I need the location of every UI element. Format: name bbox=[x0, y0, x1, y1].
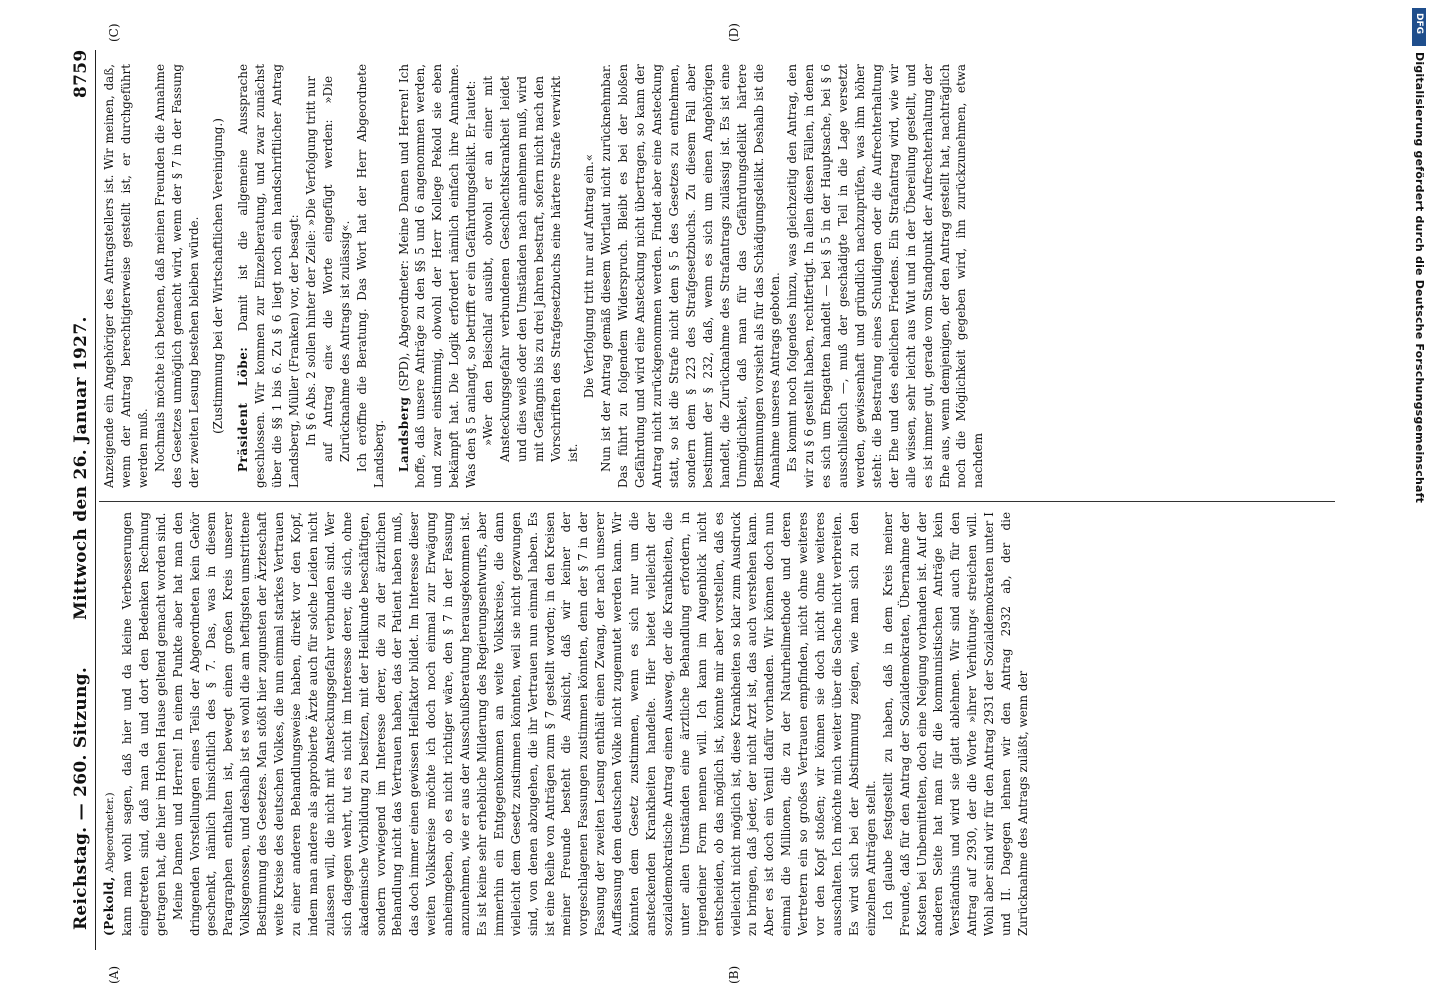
section5-quote-end: Die Verfolgung tritt nur auf Antrag ein.« bbox=[582, 153, 597, 399]
open-debate: Ich eröffne die Beratung. Das Wort hat der Herr Abgeordnete Landsberg. bbox=[354, 64, 386, 488]
left-paragraph-1: kann man wohl sagen, daß hier und da kleine Verbesserungen eingetreten sind, daß man da und dort den Bedenken Rechnung getragen hat, die hier im Hohen Hause geltend gemacht worden sind. bbox=[119, 512, 168, 936]
margin-mark-c: (C) bbox=[107, 23, 121, 42]
right-column bbox=[101, 64, 1337, 488]
header-session: Reichstag. — 260. Sitzung. bbox=[71, 666, 91, 930]
header-date: Mittwoch den 26. Januar 1927. bbox=[71, 316, 91, 620]
left-speaker-line bbox=[101, 512, 119, 936]
margin-mark-a: (A) bbox=[107, 965, 121, 984]
left-paragraph-3: Ich glaube festgestellt zu haben, daß in dem Kreis meiner Freunde, daß für den Antrag der Sozialdemokraten, Übernahme der Kosten bei Unbemittelten, doch eine Neigung vorhanden ist. Auf der anderen Seite hat man für die kommunistischen Anträge kein Verständnis und wird sie glatt ablehnen. Wir sind auch für den Antrag auf 2930, der die Worte »ihrer Verhütung« streichen will. Wohl aber sind wir für den Antrag 2931 der Sozialdemokraten unter I und II. Dagegen lehnen wir den Antrag 2932 ab, der die Zurücknahme des Antrags zuläßt, wenn der bbox=[880, 512, 1030, 936]
speaker-name: (Pekold, bbox=[102, 876, 116, 936]
landsberg-speech bbox=[396, 64, 481, 488]
funding-note: Digitalisierung gefördert durch die Deutsche Forschungsgemeinschaft bbox=[1413, 52, 1426, 504]
right-paragraph-1: Anzeigende ein Angehöriger des Antragstellers ist. Wir meinen, daß, wenn der Antrag berechtigterweise gestellt ist, er durchgeführt werden muß. bbox=[102, 64, 150, 488]
president-name: Präsident Löbe: bbox=[236, 346, 251, 472]
right-paragraph-closing-1: Nun ist der Antrag gemäß diesem Wortlaut nicht zurücknehmbar. Das führt zu folgendem Widerspruch. Bleibt es bei der bloßen Gefährdung und wird eine Ansteckung nicht übertragen, so kann der Antrag nicht zurückgenommen werden. Findet aber eine Ansteckung statt, so ist die Strafe nicht dem § 5 des Gesetzes zu entnehmen, sondern dem § 223 des Strafgesetzbuchs. Zu diesem Fall aber bestimmt der § 232, daß, wenn es sich um einen Angehörigen handelt, die Zurücknahme des Strafantrags zulässig ist. Es ist eine Unmöglichkeit, daß man für das Gefährdungsdelikt härtere Bestimmungen vorsieht als für das Schädigungsdelikt. Deshalb ist die Annahme unseres Antrags geboten. bbox=[599, 64, 783, 488]
page-number: 8759 bbox=[71, 49, 91, 98]
landsberg-name: Landsberg bbox=[396, 396, 411, 472]
margin-mark-b: (B) bbox=[727, 965, 741, 984]
left-paragraph-2: Meine Damen und Herren! In einem Punkte aber hat man den dringenden Vorstellungen eines Teils der Abgeordneten kein Gehör geschenkt, nämlich hinsichtlich des § 7. Das, was in diesem Paragraphen enthalten ist, bewegt einen großen Kreis unserer Volksgenossen, und deshalb ist es wohl die am heftigsten umstrittene Bestimmung des Gesetzes. Man stößt hier zugunsten der Ärzteschaft weite Kreise des deutschen Volkes, die nun einmal starkes Vertrauen zu einer anderen Behandlungsweise haben, direkt vor den Kopf, indem man andere als approbierte Ärzte auch für solche Leiden nicht zulassen will, die nicht mit Ansteckungsgefahr verbunden sind. Wer sich dagegen wehrt, tut es nicht im Interesse derer, die sich, ohne akademische Vorbildung zu besitzen, mit der Heilkunde beschäftigen, sondern vorwiegend im Interesse derer, die zu der ärztlichen Behandlung nicht das Vertrauen haben, das der Patient haben muß, das doch immer einen gewissen Heilfaktor bildet. Im Interesse dieser weiten Volkskreise möchte ich doch noch einmal zur Erwägung anheimgeben, ob es nicht richtiger wäre, den § 7 in der Fassung anzunehmen, wie er aus der Ausschußberatung herausgekommen ist. Es ist keine sehr erhebliche Milderung des Regierungsentwurfs, aber immerhin ein Entgegenkommen an weite Volkskreise, die dann vielleicht dem Gesetz zustimmen könnten, weil sie nicht gezwungen sind, von denen abzugehen, die ihr Vertrauen nun einmal haben. Es ist eine Reihe von Anträgen zum § 7 gestellt worden; in den Kreisen meiner Freunde besteht die Ansicht, daß wir keiner der vorgeschlagenen Fassungen zustimmen könnten, denn der § 7 in der Fassung der zweiten Lesung enthält einen Zwang, der nach unserer Auffassung dem deutschen Volke nicht zugemutet werden kann. Wir könnten dem Gesetz zustimmen, wenn es sich nur um die ansteckenden Krankheiten handelte. Hier bietet vielleicht der sozialdemokratische Antrag einen Ausweg, der die Krankheiten, die unter allen Umständen eine ärztliche Behandlung erfordern, in irgendeiner Form nennen will. Ich kann im Augenblick nicht entscheiden, ob das möglich ist, könnte mir aber vorstellen, daß es vielleicht nicht möglich ist, diese Krankheiten so klar zum Ausdruck zu bringen, daß jeder, der nicht Arzt ist, das auch verstehen kann. Aber es ist doch ein Ventil dafür vorhanden. Wir können doch nun einmal die Millionen, die zu der Naturheilmethode und deren Vertretern ein so großes Vertrauen empfinden, nicht ohne weiteres vor den Kopf stoßen; wir können sie doch nicht ohne weiteres ausschalten. Ich möchte mich weiter über die Sache nicht verbreiten. Es wird sich bei der Abstimmung zeigen, wie man sich zu den einzelnen Anträgen stellt. bbox=[170, 512, 878, 936]
funding-footer bbox=[1412, 8, 1426, 968]
applause-note: (Zustimmung bei der Wirtschaftlichen Vereinigung.) bbox=[211, 118, 226, 434]
president-text: Damit ist die allgemeine Aussprache geschlossen. Wir kommen zur Einzelberatung, und zwar zunächst über die §§ 1 bis 6. Zu § 6 liegt noch ein handschriftlicher Antrag Landsberg, Müller (Franken) vor, der besagt: bbox=[236, 64, 302, 488]
margin-mark-d: (D) bbox=[727, 23, 741, 42]
landsberg-text: (SPD), Abgeordneter: Meine Damen und Herren! Ich hoffe, daß unsere Anträge zu den §§ 5 und 6 angenommen werden, und zwar einstimmig, obwohl der Herr Kollege Pekold sie eben bekämpft hat. Die Logik erfordert nämlich einfach ihre Annahme. Was den § 5 anlangt, so betrifft er ein Gefährdungsdelikt. Er lautet: bbox=[396, 64, 479, 488]
page-header bbox=[67, 50, 96, 950]
right-paragraph-closing-2: Es kommt noch folgendes hinzu, was gleichzeitig den Antrag, den wir zu § 6 gestellt haben, rechtfertigt. In allen diesen Fällen, in denen es sich um Ehegatten handelt — bei § 5 in der Hauptsache, bei § 6 ausschließlich —, muß der geschädigte Teil in die Lage versetzt werden, gewissenhaft und gründlich nachzuprüfen, was ihm höher steht: die Bestrafung eines Schuldigen oder die Aufrechterhaltung der Ehe und des ehelichen Friedens. Ein Strafantrag wird, wie wir alle wissen, sehr leicht aus Wut und in der Übereilung gestellt, und es ist immer gut, gerade vom Standpunkt der Aufrechterhaltung der Ehe aus, wenn demjenigen, der den Antrag gestellt hat, nachträglich noch die Möglichkeit gegeben wird, ihn zurückzunehmen, etwa nachdem bbox=[785, 64, 986, 488]
rotated-document-page bbox=[67, 23, 1347, 984]
left-column bbox=[101, 512, 1337, 936]
right-paragraph-2: Nochmals möchte ich betonen, daß meinen Freunden die Annahme des Gesetzes unmöglich gemacht wird, wenn der § 7 in der Fassung der zweiten Lesung bestehen bleiben würde. bbox=[152, 64, 201, 488]
president-speech bbox=[235, 64, 303, 488]
speaker-role: Abgeordneter.) bbox=[104, 792, 116, 873]
section5-quote: »Wer den Beischlaf ausübt, obwohl er an einer mit Ansteckungsgefahr verbundenen Geschlechtskrankheit leidet und dies weiß oder den Umständen nach annehmen muß, wird mit Gefängnis bis zu drei Jahren bestraft, sofern nicht nach den Vorschriften des Strafgesetzbuchs eine härtere Strafe verwirkt ist. bbox=[481, 76, 580, 462]
column-divider bbox=[99, 501, 1335, 502]
amendment-quote: In § 6 Abs. 2 sollen hinter der Zeile: »Die Verfolgung tritt nur auf Antrag ein« die Worte eingefügt werden: »Die Zurücknahme des Antrags ist zulässig«. bbox=[303, 76, 352, 462]
dfg-logo: DFG bbox=[1412, 8, 1426, 46]
